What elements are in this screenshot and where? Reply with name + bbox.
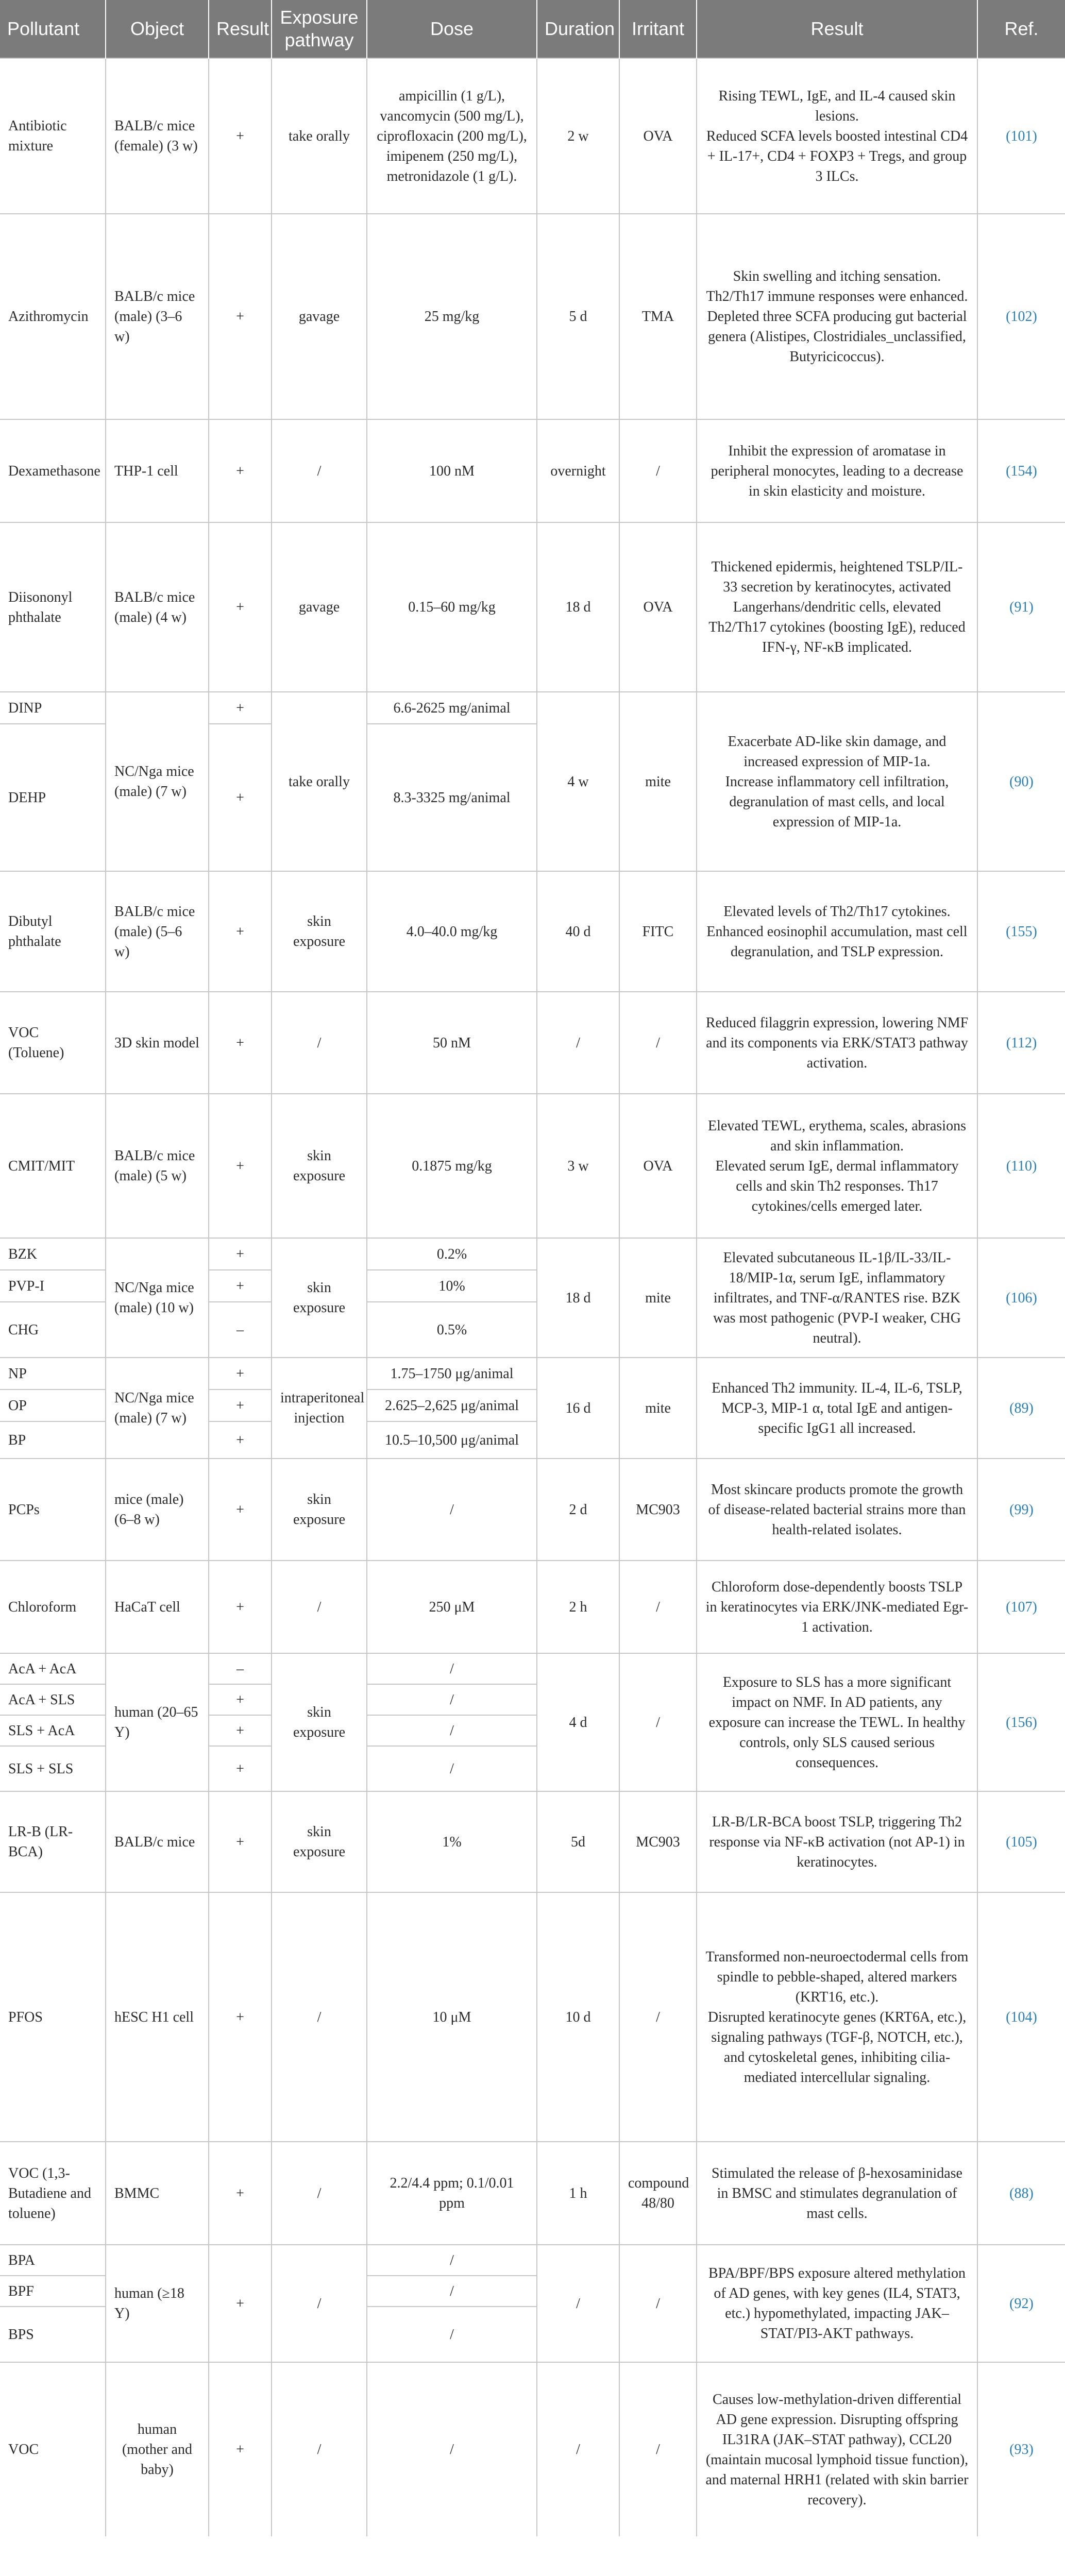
dose-cell: / — [367, 1684, 537, 1715]
pollutant-cell: PVP-I — [0, 1270, 106, 1302]
irritant-cell: MC903 — [619, 1791, 697, 1892]
result-description-cell: Rising TEWL, IgE, and IL-4 caused skin lesions. Reduced SCFA levels boosted intestinal CD4 + IL-17+, CD4 + FOXP3 + Tregs, and group 3 ILCs. — [697, 58, 977, 214]
dose-cell: 250 μM — [367, 1561, 537, 1653]
dose-cell: ampicillin (1 g/L), vancomycin (500 mg/L), ciprofloxacin (200 mg/L), imipenem (250 mg/L), metronidazole (1 g/L). — [367, 58, 537, 214]
pollutant-cell: Diisononyl phthalate — [0, 522, 106, 692]
table-row — [0, 214, 1065, 419]
pathway-cell: / — [272, 2362, 367, 2536]
table-row — [0, 1892, 1065, 2142]
pollutant-cell: CMIT/MIT — [0, 1094, 106, 1238]
pollutant-cell: BPF — [0, 2276, 106, 2307]
object-cell: HaCaT cell — [106, 1561, 209, 1653]
result-cell: + — [209, 2362, 272, 2536]
reference-link[interactable]: (154) — [977, 419, 1065, 522]
reference-link[interactable]: (155) — [977, 871, 1065, 992]
dose-cell: 6.6-2625 mg/animal — [367, 692, 537, 724]
result-cell: + — [209, 1238, 272, 1270]
result-cell: + — [209, 1389, 272, 1421]
dose-cell: 10% — [367, 1270, 537, 1302]
result-description-cell: Reduced filaggrin expression, lowering NMF and its components via ERK/STAT3 pathway activation. — [697, 992, 977, 1094]
object-cell: BALB/c mice (male) (4 w) — [106, 522, 209, 692]
irritant-cell: OVA — [619, 58, 697, 214]
dose-cell: 0.15–60 mg/kg — [367, 522, 537, 692]
reference-link[interactable]: (110) — [977, 1094, 1065, 1238]
object-cell: 3D skin model — [106, 992, 209, 1094]
object-cell: NC/Nga mice (male) (7 w) — [106, 1358, 209, 1459]
pathway-cell: / — [272, 992, 367, 1094]
header-row — [0, 0, 1065, 58]
pollutant-cell: BPA — [0, 2245, 106, 2276]
table-row — [0, 2245, 1065, 2276]
result-cell: + — [209, 2142, 272, 2245]
pathway-cell: / — [272, 2245, 367, 2362]
dose-cell: / — [367, 1746, 537, 1791]
dose-cell: 8.3-3325 mg/animal — [367, 724, 537, 871]
pollutant-cell: BP — [0, 1421, 106, 1459]
dose-cell: 1.75–1750 μg/animal — [367, 1358, 537, 1389]
pollutant-cell: LR-B (LR-BCA) — [0, 1791, 106, 1892]
result-cell: + — [209, 871, 272, 992]
object-cell: mice (male) (6–8 w) — [106, 1459, 209, 1561]
duration-cell: 4 w — [537, 692, 619, 871]
dose-cell: / — [367, 1459, 537, 1561]
irritant-cell: / — [619, 2362, 697, 2536]
result-description-cell: Skin swelling and itching sensation. Th2/Th17 immune responses were enhanced. Depleted three SCFA producing gut bacterial genera (Alistipes, Clostridiales_unclassified, Butyricicoccus). — [697, 214, 977, 419]
result-cell: + — [209, 1715, 272, 1746]
duration-cell: 40 d — [537, 871, 619, 992]
result-cell: + — [209, 58, 272, 214]
result-description-cell: Causes low-methylation-driven differential AD gene expression. Disrupting offspring IL31RA (JAK–STAT pathway), CCL20 (maintain mucosal lymphoid tissue function), and maternal HRH1 (related with skin barrier recovery). — [697, 2362, 977, 2536]
dose-cell: / — [367, 2245, 537, 2276]
dose-cell: 25 mg/kg — [367, 214, 537, 419]
dose-cell: 100 nM — [367, 419, 537, 522]
pathway-cell: take orally — [272, 58, 367, 214]
pathway-cell: take orally — [272, 692, 367, 871]
result-cell: + — [209, 419, 272, 522]
pollutant-cell: Dexamethasone — [0, 419, 106, 522]
dose-cell: 0.2% — [367, 1238, 537, 1270]
result-cell: + — [209, 724, 272, 871]
pathway-cell: skin exposure — [272, 1094, 367, 1238]
result-description-cell: LR-B/LR-BCA boost TSLP, triggering Th2 response via NF-κB activation (not AP-1) in keratinocytes. — [697, 1791, 977, 1892]
pollutant-cell: Azithromycin — [0, 214, 106, 419]
pollutant-cell: VOC (1,3-Butadiene and toluene) — [0, 2142, 106, 2245]
dose-cell: / — [367, 2276, 537, 2307]
result-description-cell: Most skincare products promote the growth of disease-related bacterial strains more than health-related isolates. — [697, 1459, 977, 1561]
irritant-cell: MC903 — [619, 1459, 697, 1561]
result-description-cell: Transformed non-neuroectodermal cells from spindle to pebble-shaped, altered markers (KRT16, etc.). Disrupted keratinocyte genes (KRT6A, etc.), signaling pathways (TGF-β, NOTCH, etc.), and cytoskeletal genes, inhibiting cilia-mediated intercellular signaling. — [697, 1892, 977, 2142]
result-description-cell: BPA/BPF/BPS exposure altered methylation of AD genes, with key genes (IL4, STAT3, etc.) hypomethylated, impacting JAK–STAT/PI3-AKT pathways. — [697, 2245, 977, 2362]
reference-link[interactable]: (102) — [977, 214, 1065, 419]
irritant-cell: / — [619, 992, 697, 1094]
duration-cell: 2 w — [537, 58, 619, 214]
table-row — [0, 871, 1065, 992]
pollutant-cell: AcA + AcA — [0, 1653, 106, 1684]
dose-cell: 0.1875 mg/kg — [367, 1094, 537, 1238]
pollutant-cell: NP — [0, 1358, 106, 1389]
irritant-cell: / — [619, 1653, 697, 1791]
dose-cell: / — [367, 2362, 537, 2536]
irritant-cell: / — [619, 1892, 697, 2142]
pathway-cell: skin exposure — [272, 1238, 367, 1358]
reference-link[interactable]: (101) — [977, 58, 1065, 214]
table-row — [0, 2142, 1065, 2245]
dose-cell: / — [367, 1653, 537, 1684]
dose-cell: 2.2/4.4 ppm; 0.1/0.01 ppm — [367, 2142, 537, 2245]
result-cell: + — [209, 1459, 272, 1561]
result-description-cell: Exacerbate AD-like skin damage, and increased expression of MIP-1a. Increase inflammatory cell infiltration, degranulation of mast cells, and local expression of MIP-1a. — [697, 692, 977, 871]
object-cell: THP-1 cell — [106, 419, 209, 522]
reference-link[interactable]: (92) — [977, 2245, 1065, 2362]
irritant-cell: mite — [619, 692, 697, 871]
col-header-irritant: Irritant — [619, 0, 697, 58]
duration-cell: 3 w — [537, 1094, 619, 1238]
irritant-cell: OVA — [619, 1094, 697, 1238]
table-row — [0, 1459, 1065, 1561]
pathway-cell: skin exposure — [272, 1653, 367, 1791]
result-description-cell: Elevated subcutaneous IL-1β/IL-33/IL-18/MIP-1α, serum IgE, inflammatory infiltrates, and TNF-α/RANTES rise. BZK was most pathogenic (PVP-I weaker, CHG neutral). — [697, 1238, 977, 1358]
pathway-cell: intraperitoneal injection — [272, 1358, 367, 1459]
duration-cell: 5 d — [537, 214, 619, 419]
table-row — [0, 522, 1065, 692]
result-cell: + — [209, 214, 272, 419]
table-row — [0, 992, 1065, 1094]
table-row — [0, 1791, 1065, 1892]
reference-link[interactable]: (88) — [977, 2142, 1065, 2245]
duration-cell: 18 d — [537, 1238, 619, 1358]
pathway-cell: skin exposure — [272, 871, 367, 992]
pollutant-cell: Dibutyl phthalate — [0, 871, 106, 992]
object-cell: human (≥18 Y) — [106, 2245, 209, 2362]
result-cell: – — [209, 1302, 272, 1358]
pollutant-cell: SLS + SLS — [0, 1746, 106, 1791]
pollutant-cell: VOC — [0, 2362, 106, 2536]
duration-cell: overnight — [537, 419, 619, 522]
result-description-cell: Inhibit the expression of aromatase in peripheral monocytes, leading to a decrease in skin elasticity and moisture. — [697, 419, 977, 522]
reference-link[interactable]: (91) — [977, 522, 1065, 692]
object-cell: BMMC — [106, 2142, 209, 2245]
irritant-cell: / — [619, 419, 697, 522]
result-description-cell: Exposure to SLS has a more significant impact on NMF. In AD patients, any exposure can increase the TEWL. In healthy controls, only SLS caused serious consequences. — [697, 1653, 977, 1791]
col-header-ref: Ref. — [977, 0, 1065, 58]
pathway-cell: gavage — [272, 214, 367, 419]
duration-cell: 4 d — [537, 1653, 619, 1791]
result-description-cell: Chloroform dose-dependently boosts TSLP in keratinocytes via ERK/JNK-mediated Egr-1 activation. — [697, 1561, 977, 1653]
pathway-cell: / — [272, 1561, 367, 1653]
result-cell: + — [209, 1358, 272, 1389]
col-header-exposure-pathway: Exposure pathway — [272, 0, 367, 58]
result-cell: + — [209, 992, 272, 1094]
irritant-cell: OVA — [619, 522, 697, 692]
object-cell: BALB/c mice (male) (3–6 w) — [106, 214, 209, 419]
reference-link[interactable]: (104) — [977, 1892, 1065, 2142]
dose-cell: 4.0–40.0 mg/kg — [367, 871, 537, 992]
duration-cell: 2 h — [537, 1561, 619, 1653]
pollutant-cell: PCPs — [0, 1459, 106, 1561]
result-description-cell: Elevated TEWL, erythema, scales, abrasions and skin inflammation. Elevated serum IgE, dermal inflammatory cells and skin Th2 responses. Th17 cytokines/cells emerged later. — [697, 1094, 977, 1238]
col-header-pollutant: Pollutant — [0, 0, 106, 58]
pathway-cell: / — [272, 1892, 367, 2142]
duration-cell: 18 d — [537, 522, 619, 692]
pathway-cell: / — [272, 2142, 367, 2245]
table-row — [0, 1561, 1065, 1653]
table-row — [0, 58, 1065, 214]
pollutant-cell: Chloroform — [0, 1561, 106, 1653]
result-cell: + — [209, 1892, 272, 2142]
result-cell: + — [209, 2245, 272, 2362]
duration-cell: 16 d — [537, 1358, 619, 1459]
pathway-cell: skin exposure — [272, 1791, 367, 1892]
result-cell: + — [209, 1684, 272, 1715]
irritant-cell: mite — [619, 1238, 697, 1358]
pollutant-cell: BZK — [0, 1238, 106, 1270]
reference-link[interactable]: (89) — [977, 1358, 1065, 1459]
pollutant-cell: PFOS — [0, 1892, 106, 2142]
irritant-cell: TMA — [619, 214, 697, 419]
duration-cell: 5d — [537, 1791, 619, 1892]
reference-link[interactable]: (156) — [977, 1653, 1065, 1791]
pollutant-cell: DINP — [0, 692, 106, 724]
result-cell: + — [209, 692, 272, 724]
duration-cell: 10 d — [537, 1892, 619, 2142]
result-cell: + — [209, 1094, 272, 1238]
duration-cell: / — [537, 2245, 619, 2362]
col-header-result: Result — [209, 0, 272, 58]
col-header-object: Object — [106, 0, 209, 58]
pollutant-cell: AcA + SLS — [0, 1684, 106, 1715]
result-description-cell: Thickened epidermis, heightened TSLP/IL-33 secretion by keratinocytes, activated Langerhans/dendritic cells, elevated Th2/Th17 cytokines (boosting IgE), reduced IFN-γ, NF-κB implicated. — [697, 522, 977, 692]
irritant-cell: compound 48/80 — [619, 2142, 697, 2245]
duration-cell: / — [537, 992, 619, 1094]
pollutant-cell: Antibiotic mixture — [0, 58, 106, 214]
table-row — [0, 1358, 1065, 1389]
table-row — [0, 419, 1065, 522]
pollutant-cell: VOC (Toluene) — [0, 992, 106, 1094]
result-cell: + — [209, 1746, 272, 1791]
dose-cell: 0.5% — [367, 1302, 537, 1358]
table-row — [0, 1238, 1065, 1270]
pathway-cell: skin exposure — [272, 1459, 367, 1561]
pollutant-cell: SLS + AcA — [0, 1715, 106, 1746]
reference-link[interactable]: (99) — [977, 1459, 1065, 1561]
object-cell: hESC H1 cell — [106, 1892, 209, 2142]
table-row — [0, 1094, 1065, 1238]
result-cell: + — [209, 1421, 272, 1459]
col-header-result-description: Result — [697, 0, 977, 58]
reference-link[interactable]: (106) — [977, 1238, 1065, 1358]
object-cell: NC/Nga mice (male) (7 w) — [106, 692, 209, 871]
dose-cell: 50 nM — [367, 992, 537, 1094]
pathway-cell: gavage — [272, 522, 367, 692]
dose-cell: / — [367, 2307, 537, 2362]
irritant-cell: / — [619, 2245, 697, 2362]
irritant-cell: FITC — [619, 871, 697, 992]
col-header-dose: Dose — [367, 0, 537, 58]
table-row — [0, 692, 1065, 724]
result-description-cell: Enhanced Th2 immunity. IL-4, IL-6, TSLP, MCP-3, MIP-1 α, total IgE and antigen-specific IgG1 all increased. — [697, 1358, 977, 1459]
reference-link[interactable]: (93) — [977, 2362, 1065, 2536]
dose-cell: 10.5–10,500 μg/animal — [367, 1421, 537, 1459]
pathway-cell: / — [272, 419, 367, 522]
object-cell: BALB/c mice — [106, 1791, 209, 1892]
pollutant-cell: DEHP — [0, 724, 106, 871]
irritant-cell: mite — [619, 1358, 697, 1459]
result-description-cell: Stimulated the release of β-hexosaminidase in BMSC and stimulates degranulation of mast cells. — [697, 2142, 977, 2245]
table-row — [0, 1653, 1065, 1684]
object-cell: human (20–65 Y) — [106, 1653, 209, 1791]
object-cell: NC/Nga mice (male) (10 w) — [106, 1238, 209, 1358]
object-cell: BALB/c mice (female) (3 w) — [106, 58, 209, 214]
table-row — [0, 2362, 1065, 2536]
pollutant-cell: BPS — [0, 2307, 106, 2362]
result-cell: + — [209, 1561, 272, 1653]
pollutant-cell: CHG — [0, 1302, 106, 1358]
object-cell: BALB/c mice (male) (5 w) — [106, 1094, 209, 1238]
object-cell: human (mother and baby) — [106, 2362, 209, 2536]
dose-cell: 2.625–2,625 μg/animal — [367, 1389, 537, 1421]
result-cell: + — [209, 522, 272, 692]
reference-link[interactable]: (105) — [977, 1791, 1065, 1892]
dose-cell: 1% — [367, 1791, 537, 1892]
col-header-duration: Duration — [537, 0, 619, 58]
duration-cell: / — [537, 2362, 619, 2536]
irritant-cell: / — [619, 1561, 697, 1653]
reference-link[interactable]: (112) — [977, 992, 1065, 1094]
reference-link[interactable]: (107) — [977, 1561, 1065, 1653]
duration-cell: 2 d — [537, 1459, 619, 1561]
result-cell: + — [209, 1791, 272, 1892]
pollutant-cell: OP — [0, 1389, 106, 1421]
result-description-cell: Elevated levels of Th2/Th17 cytokines. Enhanced eosinophil accumulation, mast cell degranulation, and TSLP expression. — [697, 871, 977, 992]
duration-cell: 1 h — [537, 2142, 619, 2245]
dose-cell: 10 μM — [367, 1892, 537, 2142]
object-cell: BALB/c mice (male) (5–6 w) — [106, 871, 209, 992]
result-cell: – — [209, 1653, 272, 1684]
dose-cell: / — [367, 1715, 537, 1746]
result-cell: + — [209, 1270, 272, 1302]
reference-link[interactable]: (90) — [977, 692, 1065, 871]
